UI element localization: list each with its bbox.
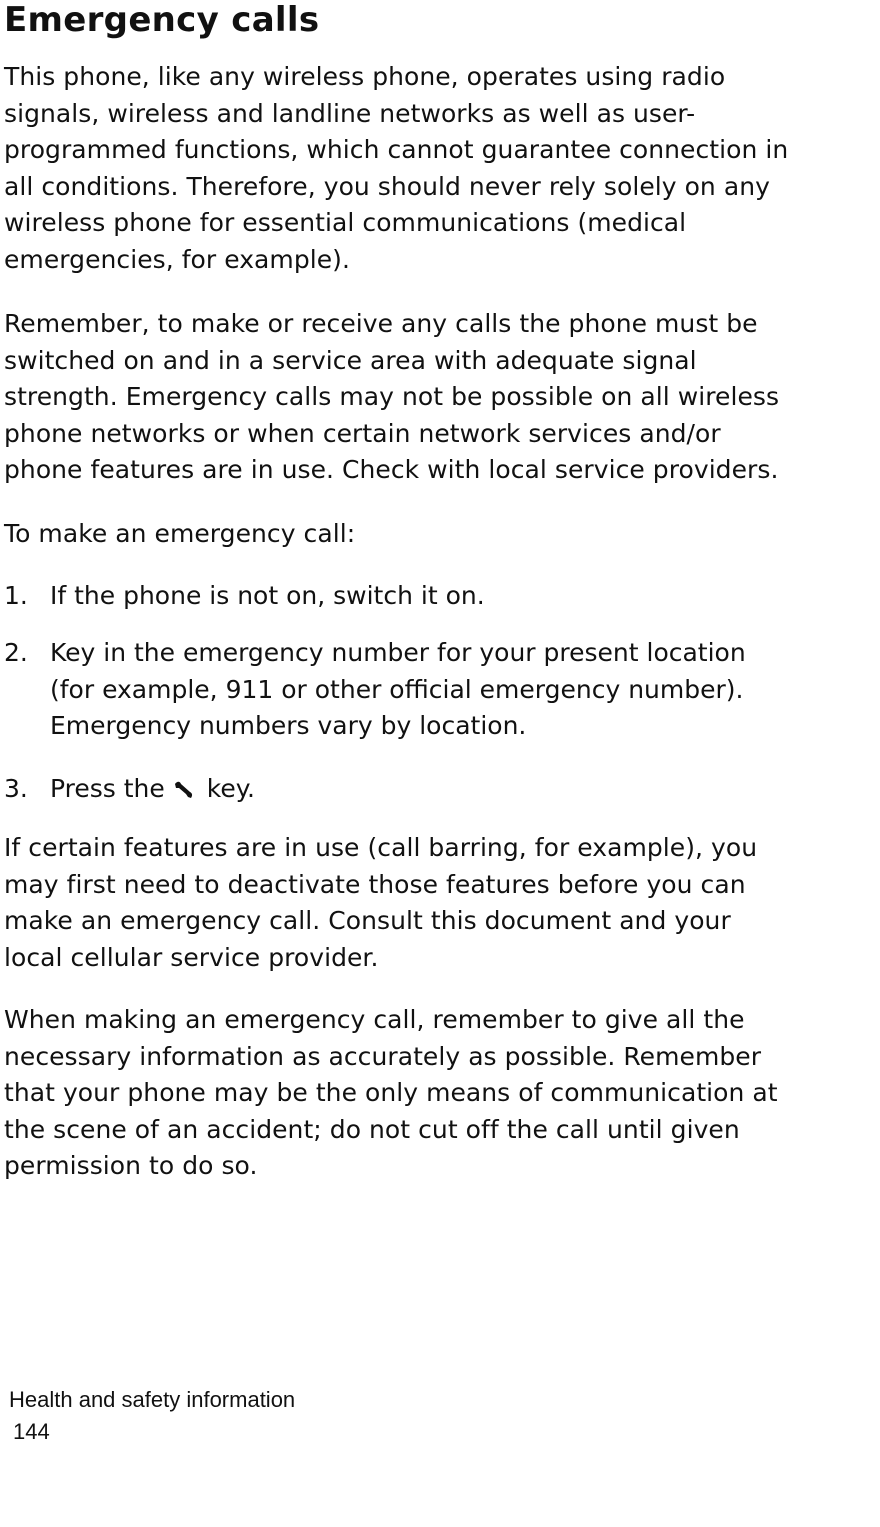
- paragraph-call-guidance: [4, 1002, 880, 1185]
- step-line: Key in the emergency number for your present location: [50, 638, 746, 667]
- paragraph-line: signals, wireless and landline networks as well as user-: [4, 98, 696, 128]
- paragraph-line: emergencies, for example).: [4, 244, 350, 274]
- paragraph-line: This phone, like any wireless phone, operates using radio: [4, 62, 726, 91]
- paragraph-line: strength. Emergency calls may not be possible on all wireless: [4, 382, 780, 412]
- paragraph-line: phone networks or when certain network services and/or: [4, 418, 721, 448]
- footer-page-number: 144: [13, 1419, 50, 1444]
- paragraph-line: that your phone may be the only means of communication at: [4, 1078, 778, 1108]
- page-title: Emergency calls: [4, 0, 320, 40]
- paragraph-line: When making an emergency call, remember to give all the: [4, 1005, 745, 1034]
- send-call-key-icon: [171, 774, 201, 796]
- paragraph-line: all conditions. Therefore, you should never rely solely on any: [4, 171, 770, 201]
- paragraph-feature-restrictions: [4, 830, 880, 976]
- paragraph-line: may first need to deactivate those features before you can: [4, 869, 746, 899]
- paragraph-line: Remember, to make or receive any calls the phone must be: [4, 309, 758, 338]
- paragraph-line: make an emergency call. Consult this document and your: [4, 906, 731, 936]
- paragraph-line: switched on and in a service area with adequate signal: [4, 345, 697, 375]
- step-line: Emergency numbers vary by location.: [50, 711, 527, 741]
- paragraph-line: wireless phone for essential communications (medical: [4, 208, 687, 238]
- step-text-after-icon: key.: [206, 774, 255, 803]
- paragraph-line: If certain features are in use (call barring, for example), you: [4, 833, 758, 862]
- step-line: [50, 771, 255, 808]
- step-text: [50, 771, 255, 808]
- paragraph-line: necessary information as accurately as possible. Remember: [4, 1041, 762, 1071]
- paragraph-reliability: [4, 59, 880, 279]
- paragraph-line: phone features are in use. Check with local service providers.: [4, 455, 779, 485]
- paragraph-line: the scene of an accident; do not cut off the call until given: [4, 1114, 740, 1144]
- paragraph-line: programmed functions, which cannot guarantee connection in: [4, 135, 789, 165]
- steps-intro: To make an emergency call:: [4, 519, 356, 548]
- paragraph-line: local cellular service provider.: [4, 942, 379, 972]
- step-line: If the phone is not on, switch it on.: [50, 581, 485, 610]
- paragraph-line: permission to do so.: [4, 1151, 258, 1181]
- step-number: 2.: [4, 638, 28, 667]
- step-number: 3.: [4, 774, 28, 803]
- step-line: (for example, 911 or other official emergency number).: [50, 674, 744, 704]
- step-text: [50, 635, 746, 745]
- step-number: 1.: [4, 581, 28, 610]
- step-text-before-icon: Press the: [50, 774, 165, 803]
- step-text: [50, 578, 485, 615]
- paragraph-requirements: [4, 306, 880, 489]
- footer-section-title: Health and safety information: [9, 1387, 296, 1412]
